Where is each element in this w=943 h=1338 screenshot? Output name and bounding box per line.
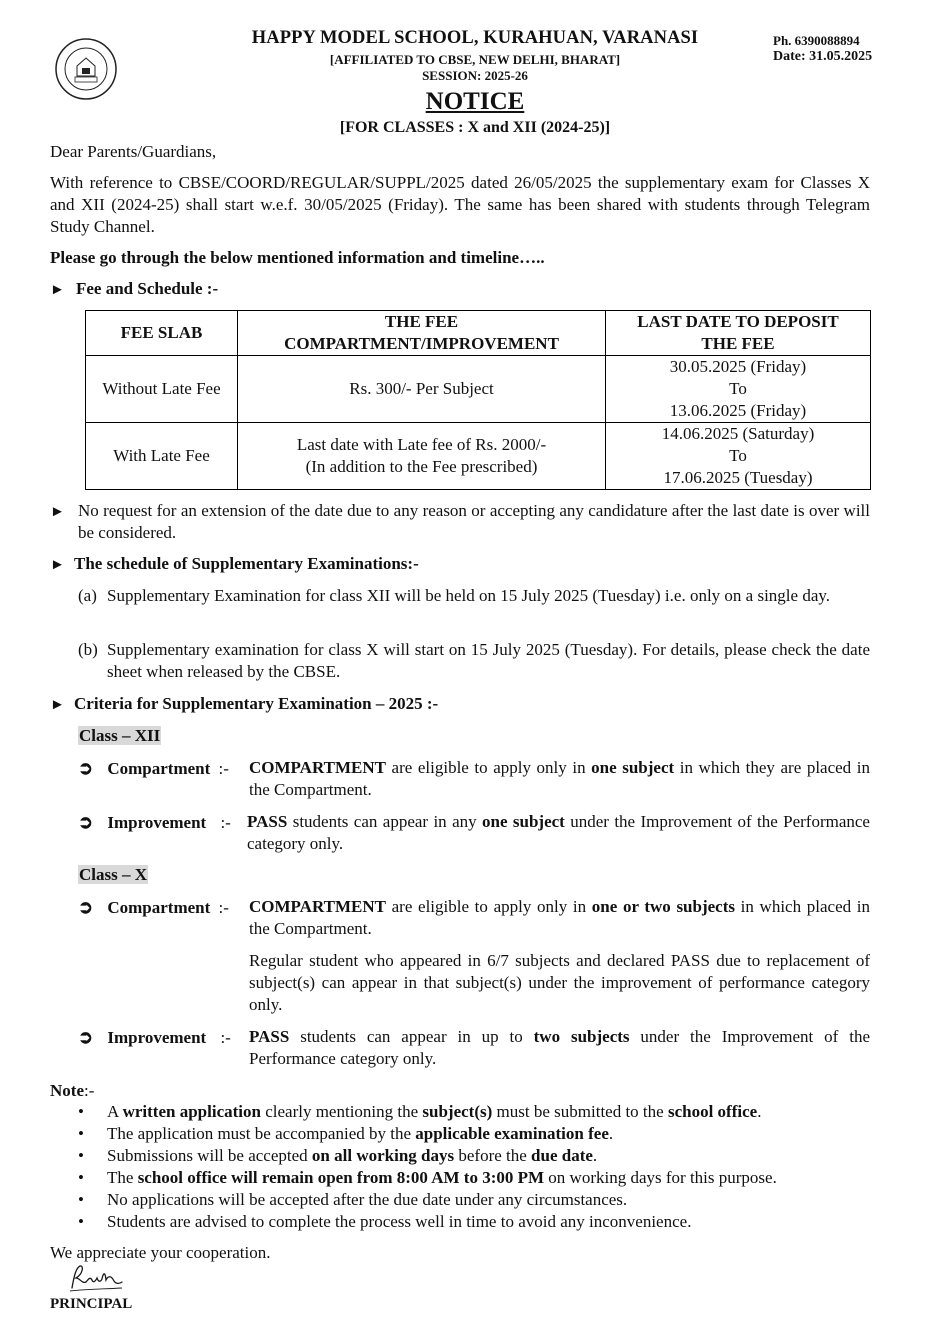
right-arrow-icon: ➲ — [78, 1027, 94, 1047]
schedule-item-a-label: (a) — [78, 586, 97, 605]
list-item: • A written application clearly mentioning the subject(s) must be submitted to the school office. — [50, 1101, 777, 1123]
list-item: • No applications will be accepted after the due date under any circumstances. — [50, 1189, 777, 1211]
intro-paragraph: With reference to CBSE/COORD/REGULAR/SUPPL/2025 dated 26/05/2025 the supplementary exam for Classes X and XII (2024-25) shall start w.e.f. 30/05/2025 (Friday). The same has been shared with students through Telegram Study Channel. — [50, 173, 870, 236]
class-x-label: Class – X — [79, 865, 148, 884]
no-request-arrow-icon: ► — [50, 504, 65, 520]
pointer-arrow-icon: ► — [50, 557, 65, 573]
table-row — [86, 356, 871, 423]
x-improvement-term: ➲ Improvement :- — [78, 1027, 231, 1047]
x-compartment-term: ➲ Compartment :- — [78, 897, 229, 917]
header-last-date: LAST DATE TO DEPOSIT THE FEE — [606, 311, 871, 356]
list-item: • The application must be accompanied by the applicable examination fee. — [50, 1123, 777, 1145]
notice-subtitle: [FOR CLASSES : X and XII (2024-25)] — [339, 119, 611, 136]
row-dates: 14.06.2025 (Saturday) To 17.06.2025 (Tuesday) — [606, 423, 871, 490]
x-compartment-text: COMPARTMENT are eligible to apply only in one or two subjects in which placed in the Compartment. — [249, 897, 870, 938]
notice-date: Date: 31.05.2025 — [773, 49, 873, 64]
schedule-item-b: Supplementary examination for class X will start on 15 July 2025 (Tuesday). For details, please check the date sheet when released by the CBSE. — [107, 640, 870, 681]
list-item: • The school office will remain open from 8:00 AM to 3:00 PM on working days for this purpose. — [50, 1167, 777, 1189]
pointer-arrow-icon: ► — [50, 282, 65, 298]
header-fee-slab: FEE SLAB — [86, 311, 238, 356]
xii-compartment-text: COMPARTMENT are eligible to apply only in one subject in which they are placed in the Compartment. — [249, 758, 870, 799]
notice-title: NOTICE — [425, 88, 525, 115]
school-affiliation: [AFFILIATED TO CBSE, NEW DELHI, BHARAT] — [329, 52, 621, 67]
signatory: PRINCIPAL — [50, 1296, 133, 1312]
xii-improvement-text: PASS students can appear in any one subject under the Improvement of the Performance category only. — [247, 812, 870, 853]
schedule-item-b-label: (b) — [78, 640, 98, 659]
criteria-heading — [50, 693, 438, 716]
header-fee: THE FEE COMPARTMENT/IMPROVEMENT — [238, 311, 606, 356]
class-xii-label: Class – XII — [79, 726, 161, 745]
row-slab: Without Late Fee — [86, 356, 238, 423]
schedule-heading-text: The schedule of Supplementary Examinations:- — [74, 554, 419, 573]
principal-signature — [66, 1262, 126, 1294]
schedule-item-a: Supplementary Examination for class XII will be held on 15 July 2025 (Tuesday) i.e. only on a single day. — [107, 586, 831, 605]
row-fee: Rs. 300/- Per Subject — [238, 356, 606, 423]
row-slab: With Late Fee — [86, 423, 238, 490]
fee-heading-text: Fee and Schedule :- — [76, 279, 219, 298]
school-phone: Ph. 6390088894 — [773, 33, 860, 48]
x-regular-note: Regular student who appeared in 6/7 subjects and declared PASS due to replacement of subject(s) can appear in that subject(s) under the improvement of performance category only. — [249, 951, 870, 1014]
list-item: • Students are advised to complete the process well in time to avoid any inconvenience. — [50, 1211, 777, 1233]
school-session: SESSION: 2025-26 — [422, 68, 528, 83]
fee-table — [85, 310, 871, 490]
fee-heading — [50, 278, 218, 301]
note-list — [50, 1101, 777, 1233]
salutation: Dear Parents/Guardians, — [50, 142, 217, 161]
criteria-heading-text: Criteria for Supplementary Examination – 2025 :- — [74, 694, 439, 713]
pointer-arrow-icon: ► — [50, 697, 65, 713]
go-through-line: Please go through the below mentioned information and timeline….. — [50, 248, 545, 267]
note-label: Note:- — [50, 1081, 95, 1100]
school-logo — [55, 38, 117, 100]
right-arrow-icon: ➲ — [78, 812, 94, 832]
schedule-heading — [50, 553, 419, 576]
no-request-text: No request for an extension of the date due to any reason or accepting any candidature after the last date is over will be considered. — [78, 501, 870, 542]
right-arrow-icon: ➲ — [78, 758, 94, 778]
table-header-row — [86, 311, 871, 356]
right-arrow-icon: ➲ — [78, 897, 94, 917]
closing-line: We appreciate your cooperation. — [50, 1243, 271, 1262]
row-dates: 30.05.2025 (Friday) To 13.06.2025 (Friday) — [606, 356, 871, 423]
x-improvement-text: PASS students can appear in up to two subjects under the Improvement of the Performance category only. — [249, 1027, 870, 1068]
table-row — [86, 423, 871, 490]
school-name: HAPPY MODEL SCHOOL, KURAHUAN, VARANASI — [251, 28, 699, 48]
row-fee: Last date with Late fee of Rs. 2000/- (In addition to the Fee prescribed) — [238, 423, 606, 490]
xii-compartment-term: ➲ Compartment :- — [78, 758, 229, 778]
xii-improvement-term: ➲ Improvement :- — [78, 812, 231, 832]
list-item: • Submissions will be accepted on all working days before the due date. — [50, 1145, 777, 1167]
